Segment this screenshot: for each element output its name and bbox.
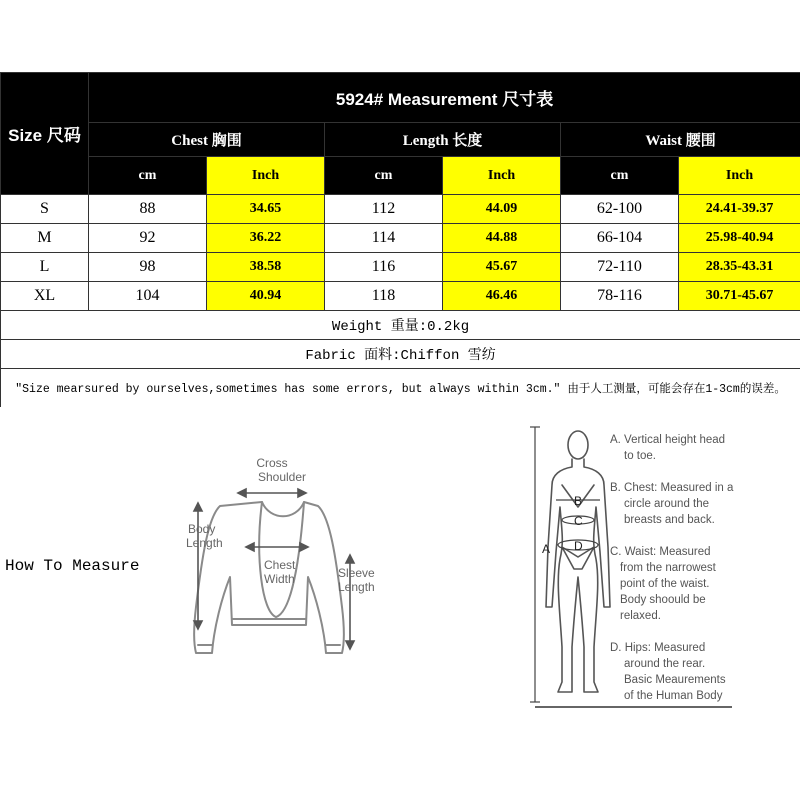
waist-cm-cell: 66-104 [561, 224, 679, 253]
body-length-label-2: Length [186, 536, 223, 550]
table-row [1, 282, 800, 311]
size-table [0, 72, 800, 408]
unit-inch-header: Inch [443, 157, 561, 195]
waist-cm-cell: 72-110 [561, 253, 679, 282]
how-to-measure-section [0, 407, 800, 800]
note-d-line-4: of the Human Body [624, 690, 723, 702]
measurement-note: "Size mearsured by ourselves,sometimes has some errors, but always within 3cm." 由于人工测量，可能会存在1-3cm的误差。 [1, 369, 800, 408]
waist-cm-cell: 78-116 [561, 282, 679, 311]
note-b-line-1: B. Chest: Measured in a [610, 482, 734, 494]
length-cm-cell: 116 [325, 253, 443, 282]
chest-inch-cell: 34.65 [207, 195, 325, 224]
note-c-line-1: C. Waist: Measured [610, 546, 711, 558]
size-header: Size 尺码 [1, 73, 89, 195]
unit-cm-header: cm [89, 157, 207, 195]
sleeve-length-label-1: Sleeve [338, 566, 375, 580]
waist-inch-cell: 28.35-43.31 [679, 253, 800, 282]
length-inch-cell: 45.67 [443, 253, 561, 282]
table-row [1, 253, 800, 282]
length-inch-cell: 44.88 [443, 224, 561, 253]
chest-width-label-2: Width [264, 572, 295, 586]
how-to-measure-label: How To Measure [5, 557, 140, 575]
waist-cm-cell: 62-100 [561, 195, 679, 224]
table-title: 5924# Measurement 尺寸表 [89, 73, 800, 123]
table-row [1, 224, 800, 253]
length-cm-cell: 112 [325, 195, 443, 224]
chest-cm-cell: 92 [89, 224, 207, 253]
size-chart [0, 72, 800, 407]
length-inch-cell: 44.09 [443, 195, 561, 224]
marker-a: A [542, 542, 551, 556]
note-d-line-3: Basic Meaurements [624, 674, 726, 686]
unit-inch-header: Inch [679, 157, 800, 195]
waist-inch-cell: 24.41-39.37 [679, 195, 800, 224]
note-c-line-5: relaxed. [620, 610, 661, 622]
garment-diagram [0, 407, 800, 800]
note-b-line-3: breasts and back. [624, 514, 715, 526]
unit-inch-header: Inch [207, 157, 325, 195]
length-inch-cell: 46.46 [443, 282, 561, 311]
waist-inch-cell: 25.98-40.94 [679, 224, 800, 253]
note-a-line-1: A. Vertical height head [610, 434, 726, 446]
note-d-line-2: around the rear. [624, 658, 706, 670]
note-b-line-2: circle around the [624, 498, 710, 510]
note-a-line-2: to toe. [624, 450, 656, 462]
cross-shoulder-label-2: Shoulder [257, 470, 307, 484]
chest-inch-cell: 36.22 [207, 224, 325, 253]
chest-inch-cell: 40.94 [207, 282, 325, 311]
body-length-label-1: Body [188, 522, 216, 536]
sleeve-length-label-2: Length [338, 580, 375, 594]
note-c-line-2: from the narrowest [620, 562, 716, 574]
fabric-row: Fabric 面料:Chiffon 雪纺 [1, 340, 800, 369]
size-cell: L [1, 253, 89, 282]
size-cell: S [1, 195, 89, 224]
chest-inch-cell: 38.58 [207, 253, 325, 282]
chest-header: Chest 胸围 [89, 123, 325, 157]
unit-cm-header: cm [325, 157, 443, 195]
chest-cm-cell: 104 [89, 282, 207, 311]
chest-cm-cell: 98 [89, 253, 207, 282]
length-header: Length 长度 [325, 123, 561, 157]
marker-b: B [574, 494, 583, 508]
length-cm-cell: 118 [325, 282, 443, 311]
size-cell: M [1, 224, 89, 253]
note-d-line-1: D. Hips: Measured [610, 642, 706, 654]
marker-c: C [574, 514, 583, 528]
weight-row: Weight 重量:0.2kg [1, 311, 800, 340]
chest-cm-cell: 88 [89, 195, 207, 224]
table-row [1, 195, 800, 224]
waist-inch-cell: 30.71-45.67 [679, 282, 800, 311]
note-c-line-3: point of the waist. [620, 578, 710, 590]
waist-header: Waist 腰围 [561, 123, 800, 157]
marker-d: D [574, 539, 583, 553]
length-cm-cell: 114 [325, 224, 443, 253]
size-cell: XL [1, 282, 89, 311]
unit-cm-header: cm [561, 157, 679, 195]
cross-shoulder-label-1: Cross [256, 456, 288, 470]
chest-width-label-1: Chest [264, 558, 296, 572]
note-c-line-4: Body shoould be [620, 594, 706, 606]
